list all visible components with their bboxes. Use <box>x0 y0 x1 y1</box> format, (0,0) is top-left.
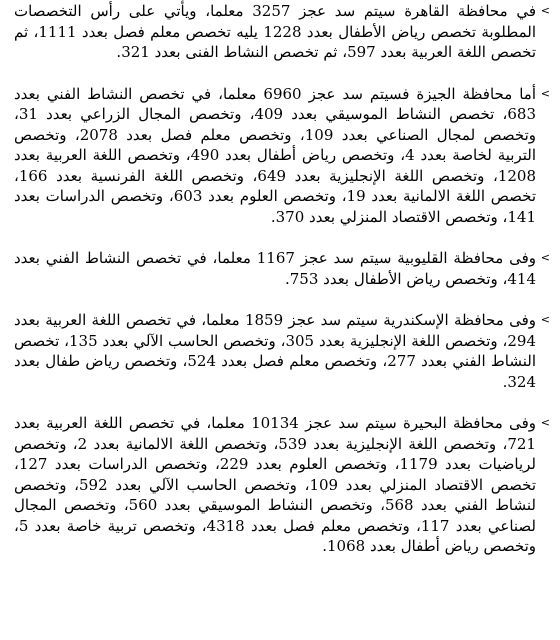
paragraph-beheira <box>14 412 550 557</box>
bullet-arrow-icon: > <box>540 86 550 100</box>
paragraph-text: أما محافظة الجيزة فسيتم سد عجز 6960 معلما، في تخصص النشاط الفني بعدد 683، تخصص النشاط الموسيقي بعدد 409، وتخصص المجال الزراعي بعدد 31، وتخصص لمجال الصناعي بعدد 109، وتخصص معلم فصل بعدد 2078، وتخصص التربية لخاصة بعدد 4، وتخصص رياض أطفال بعدد 490، وتخصص اللغة العربية بعدد 1208، وتخصص اللغة الإنجليزية بعدد 649، وتخصص اللغة الفرنسية بعدد 166، تخصص اللغة الالمانية بعدد 19، وتخصص العلوم بعدد 603، وتخصص الدراسات بعدد 141، وتخصص الاقتصاد المنزلي بعدد 370. <box>14 84 537 226</box>
paragraph-text: وفى محافظة القليوبية سيتم سد عجز 1167 معلما، في تخصص النشاط الفني بعدد 414، وتخصص رياض الأطفال بعدد 753. <box>14 249 536 288</box>
paragraph-cairo <box>14 0 550 63</box>
bullet-arrow-icon: > <box>540 4 550 17</box>
paragraph-alexandria <box>14 309 550 392</box>
bullet-arrow-icon: > <box>540 251 550 264</box>
paragraph-text: وفى محافظة البحيرة سيتم سد عجز 10134 معلما، في تخصص اللغة العربية بعدد 721، وتخصص اللغة الإنجليزية بعدد 539، وتخصص اللغة الالمانية بعدد 2، وتخصص لرياضيات بعدد 1179، وتخصص العلوم بعدد 229، وتخصص الدراسات بعدد 127، تخصص الاقتصاد المنزلي بعدد 109، وتخصص الحاسب الآلي بعدد 592، وتخصص لنشاط الفني بعدد 568، وتخصص النشاط الموسيقي بعدد 560، وتخصص المجال لصناعي بعدد 117، وتخصص معلم فصل بعدد 4318، وتخصص تربية خاصة بعدد 5، وتخصص رياض أطفال بعدد 1068. <box>14 414 536 555</box>
bullet-arrow-icon: > <box>540 416 550 429</box>
paragraph-text: وفى محافظة الإسكندرية سيتم سد عجز 1859 معلما، في تخصص اللغة العربية بعدد 294، وتخصص اللغة الإنجليزية بعدد 305، وتخصص الحاسب الآلي بعدد 135، تخصص النشاط الفني بعدد 277، وتخصص معلم فصل بعدد 524، وتخصص رياض طفال بعدد 324. <box>14 311 536 391</box>
paragraph-text: في محافظة القاهرة سيتم سد عجز 3257 معلما، ويأتي على رأس التخصصات المطلوبة تخصص رياض الأطفال بعدد 1228 يليه تخصص معلم فصل بعدد 1111، ثم تخصص اللغة العربية بعدد 597، ثم تخصص النشاط الفنى بعدد 321. <box>14 2 537 61</box>
bullet-arrow-icon: > <box>540 313 550 326</box>
paragraph-qalyubia <box>14 247 550 289</box>
paragraph-giza <box>14 83 550 228</box>
